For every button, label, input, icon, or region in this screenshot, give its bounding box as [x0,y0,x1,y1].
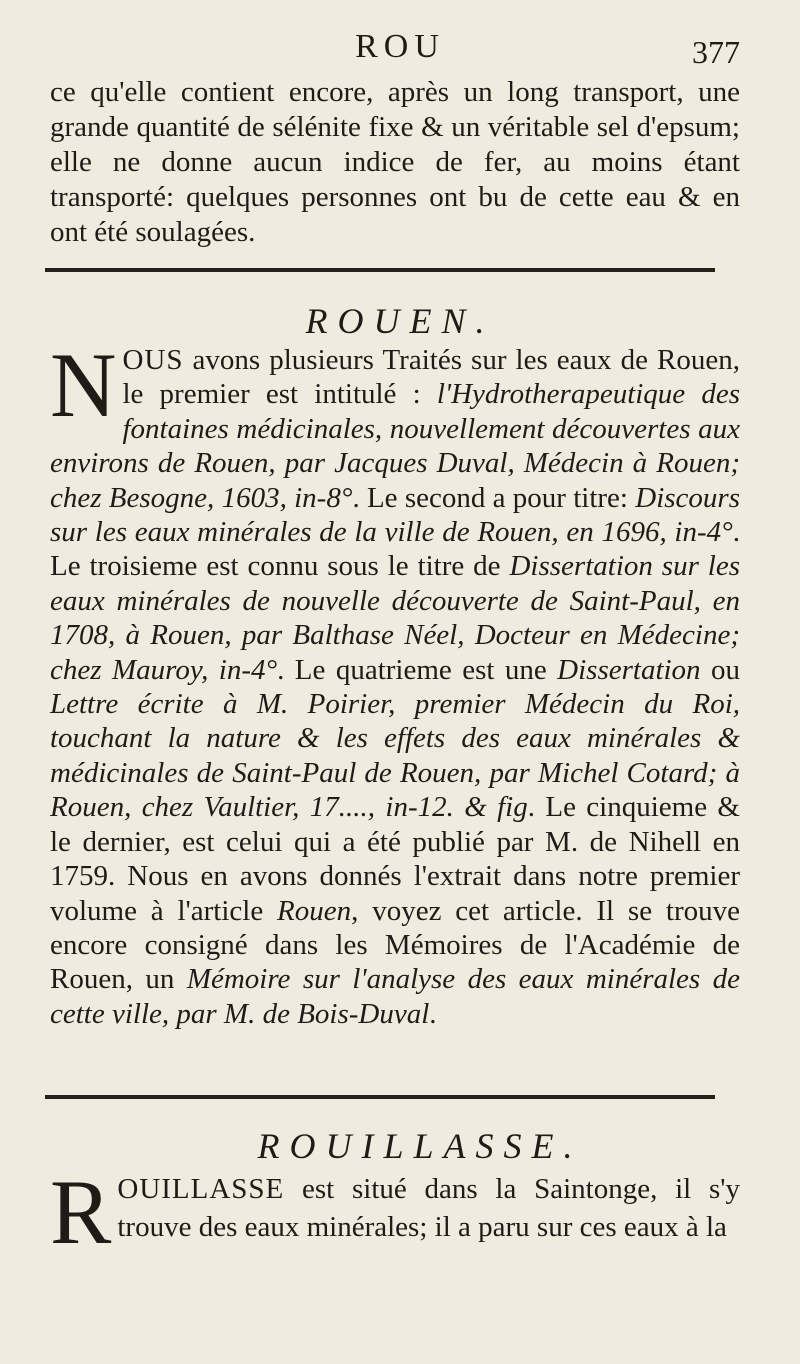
text-run: . Le second a pour titre: [352,481,636,514]
text-run: . Le quatrieme est une [277,653,558,686]
page-number: 377 [692,34,740,70]
text-run: . Le cinquieme & le dernier, est celui qui a été publié par M. de Nihell en 1759. Nous en avons donnés l'extrait dans notre premier volume à l'article [50,791,740,927]
section-divider [45,268,715,272]
text-run: . [429,997,437,1030]
italic-title: Rouen [277,894,352,927]
section-title-rouen: ROUEN. [305,301,495,341]
drop-cap: R [50,1161,112,1263]
running-head [0,26,800,76]
text-run: est situé dans la Saintonge, il s'y trouve des eaux minérales; il a paru sur ces eaux à la [117,1173,740,1243]
running-head-title: ROU [355,28,445,65]
continuation-paragraph: ce qu'elle contient encore, après un long transport, une grande quantité de sélénite fixe & un véritable sel d'epsum; elle ne donne aucun indice de fer, au moins étant transporté: quelques personnes ont bu de cette eau & en ont été soulagées. [50,76,740,248]
lead-caps: OUS [122,344,184,376]
italic-title: Discours sur les eaux minérales de la ville de Rouen, en 1696, in-4° [50,481,740,549]
lead-caps: OUILLASSE [117,1173,285,1205]
drop-cap: N [50,334,117,436]
italic-title: l'Hydrotherapeutique des fontaines médicinales, nouvellement découvertes aux environs de Rouen, par Jacques Duval, Médecin à Rouen; chez Besogne, 1603, in-8° [50,378,741,514]
text-run: avons plusieurs Traités sur les eaux de Rouen, le premier est intitulé : [122,344,740,411]
text-run: ou [700,653,740,686]
text-run: . Le troisieme est connu sous le titre de [50,516,740,583]
italic-title: Lettre écrite à M. Poirier, premier Médecin du Roi, touchant la nature & les effets des eaux minérales & médicinales de Saint-Paul de Rouen, par Michel Cotard; à Rouen, chez Vaultier, 17...., in-12. & fig [50,688,740,824]
text-run: , voyez cet article. Il se trouve encore consigné dans les Mémoires de l'Académie de Rouen, un [50,894,740,996]
section-divider [45,1095,715,1099]
rouillasse-paragraph [50,1161,740,1263]
section-title-rouillasse: ROUILLASSE. [257,1126,583,1166]
italic-title: Dissertation [557,653,701,686]
italic-title: Dissertation sur les eaux minérales de nouvelle découverte de Saint-Paul, en 1708, à Rouen, par Balthase Néel, Docteur en Médecine; chez Mauroy, in-4° [50,550,740,686]
italic-title: Mémoire sur l'analyse des eaux minérales de cette ville, par M. de Bois-Duval [50,963,741,1030]
rouen-paragraph [50,334,741,1031]
